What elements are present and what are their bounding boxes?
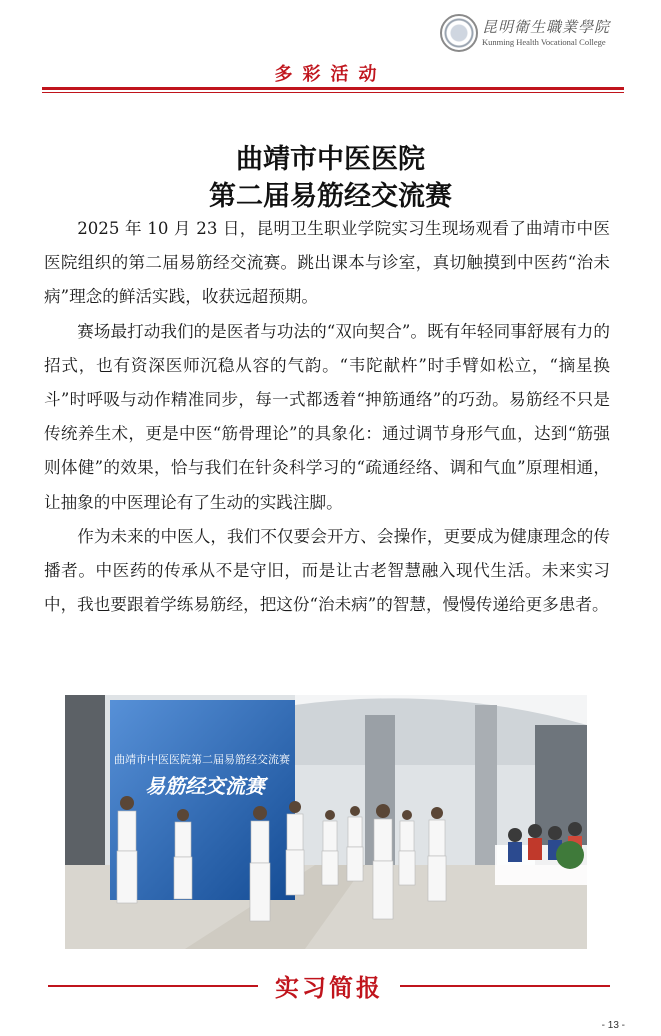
article-title-line-1: 曲靖市中医医院 (236, 144, 425, 175)
event-photo-illustration (65, 695, 587, 949)
article-title-line-2: 第二届易筋经交流赛 (209, 181, 452, 212)
footer-divider-left (48, 985, 258, 987)
event-photo (65, 695, 587, 949)
footer-divider-right (400, 985, 610, 987)
logo-chinese-name: 昆明衛生職業學院 (482, 18, 611, 36)
banner-subtitle: 曲靖市中医医院第二届易筋经交流赛 (114, 753, 290, 766)
footer-title: 实习简报 (275, 973, 383, 1002)
paragraph-2: 赛场最打动我们的是医者与功法的“双向契合”。既有年轻同事舒展有力的招式，也有资深医师沉稳从容的气韵。“韦陀献杵”时手臂如松立，“摘星换斗”时呼吸与动作精准同步，每一式都透着“抻筋通络”的巧劲。易筋经不只是传统养生术，更是中医“筋骨理论”的具象化：通过调节身形气血，达到“筋强则体健”的效果，恰与我们在针灸科学习的“疏通经络、调和气血”原理相通，让抽象的中医理论有了生动的实践注脚。 (44, 321, 610, 512)
section-title: 多彩活动 (274, 64, 387, 85)
banner-title: 易筋经交流赛 (145, 774, 265, 798)
header-divider-thin (42, 92, 624, 93)
article-body (44, 212, 610, 622)
header-divider-thick (42, 87, 624, 90)
logo-english-name: Kunming Health Vocational College (482, 37, 606, 47)
page-number: - 13 - (601, 1020, 625, 1031)
paragraph-3: 作为未来的中医人，我们不仅要会开方、会操作，更要成为健康理念的传播者。中医药的传承从不是守旧，而是让古老智慧融入现代生活。未来实习中，我也要跟着学练易筋经，把这份“治未病”的智慧，慢慢传递给更多患者。 (44, 526, 610, 615)
college-logo (440, 14, 640, 58)
college-emblem-icon (440, 14, 478, 52)
paragraph-1: 2025 年 10 月 23 日，昆明卫生职业学院实习生现场观看了曲靖市中医医院组织的第二届易筋经交流赛。跳出课本与诊室，真切触摸到中医药“治未病”理念的鲜活实践，收获远超预期。 (44, 219, 610, 307)
